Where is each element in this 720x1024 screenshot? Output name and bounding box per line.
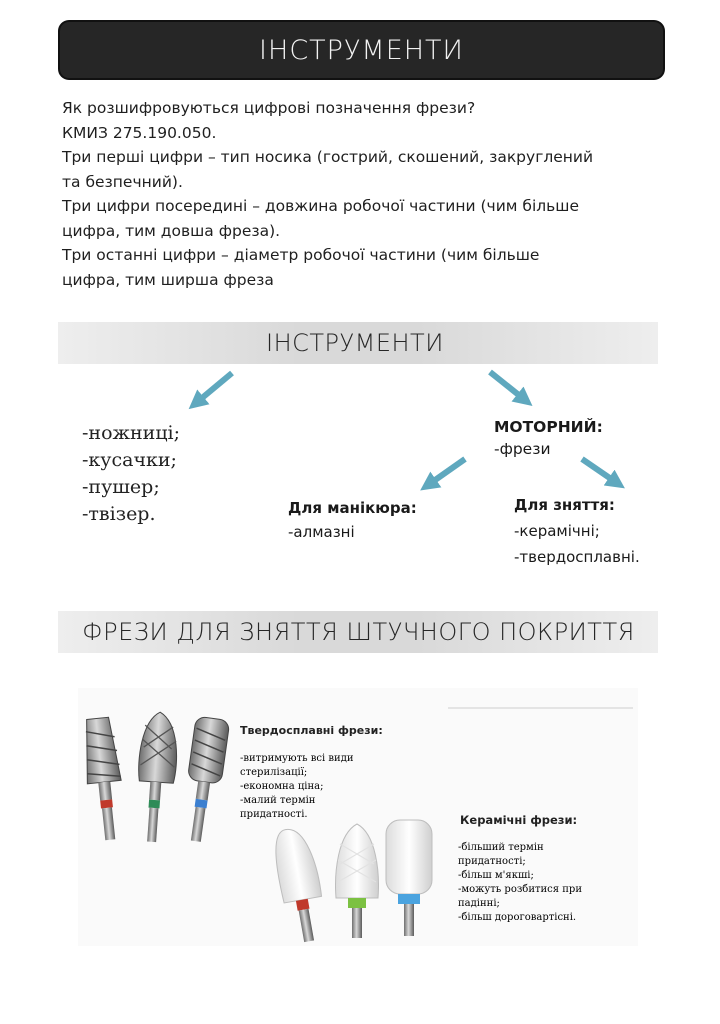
arrow-to-manicure-icon xyxy=(428,459,465,485)
intro-line: цифра, тим ширша фреза xyxy=(62,270,274,289)
removal-item: -керамічні; xyxy=(514,522,600,540)
removal-heading: Для зняття: xyxy=(514,496,615,514)
manual-tools-list xyxy=(82,420,180,528)
ceramic-item: -більш дороговартісні. xyxy=(458,912,577,923)
manual-tool-item: -пушер; xyxy=(82,476,160,498)
ceramic-item: падінні; xyxy=(458,898,500,909)
intro-line: Три останні цифри – діаметр робочої частини (чим більше xyxy=(62,246,540,264)
ceramic-item: -можуть розбитися при xyxy=(458,884,582,895)
cutters-section-band xyxy=(58,611,658,653)
intro-line: Як розшифровуються цифрові позначення фрези? xyxy=(62,99,476,117)
manicure-heading: Для манікюра: xyxy=(288,499,417,517)
manicure-block xyxy=(288,496,417,544)
arrow-to-motor-icon xyxy=(490,372,525,400)
carbide-item: -економна ціна; xyxy=(240,781,324,792)
manual-tool-item: -ножниці; xyxy=(82,422,181,444)
arrow-to-manual-icon xyxy=(196,373,232,403)
removal-block xyxy=(514,492,640,570)
arrow-to-removal-icon xyxy=(582,459,617,483)
removal-item: -твердосплавні. xyxy=(514,548,640,566)
cutters-photo xyxy=(78,688,638,946)
intro-line: Три перші цифри – тип носика (гострий, скошений, закруглений xyxy=(62,148,594,166)
intro-line: цифра, тим довша фреза). xyxy=(62,221,281,240)
ceramic-item: -більш м'якші; xyxy=(458,870,534,881)
carbide-item: придатності. xyxy=(240,809,308,820)
carbide-item: стерилізації; xyxy=(240,767,308,778)
manual-tool-item: -кусачки; xyxy=(82,449,177,471)
ceramic-heading: Керамічні фрези: xyxy=(460,813,578,827)
motor-tools-block xyxy=(494,416,603,460)
carbide-item: -малий термін xyxy=(240,795,316,806)
intro-line: Три цифри посередині – довжина робочої частини (чим більше xyxy=(62,197,580,215)
page-title: ІНСТРУМЕНТИ xyxy=(259,34,464,66)
motor-item: -фрези xyxy=(494,440,551,458)
carbide-heading: Твердосплавні фрези: xyxy=(240,724,383,737)
ceramic-item: -більший термін xyxy=(458,842,544,853)
manual-tool-item: -твізер. xyxy=(82,503,156,525)
ceramic-item: придатності; xyxy=(458,856,526,867)
carbide-item: -витримують всі види xyxy=(240,753,354,764)
motor-heading: МОТОРНИЙ: xyxy=(494,418,603,436)
tools-section-title: ІНСТРУМЕНТИ xyxy=(266,329,444,357)
intro-line: та безпечний). xyxy=(62,172,183,191)
intro-line: КМИЗ 275.190.050. xyxy=(62,123,217,142)
cutters-section-title: ФРЕЗИ ДЛЯ ЗНЯТТЯ ШТУЧНОГО ПОКРИТТЯ xyxy=(82,618,635,646)
manicure-item: -алмазні xyxy=(288,523,355,541)
